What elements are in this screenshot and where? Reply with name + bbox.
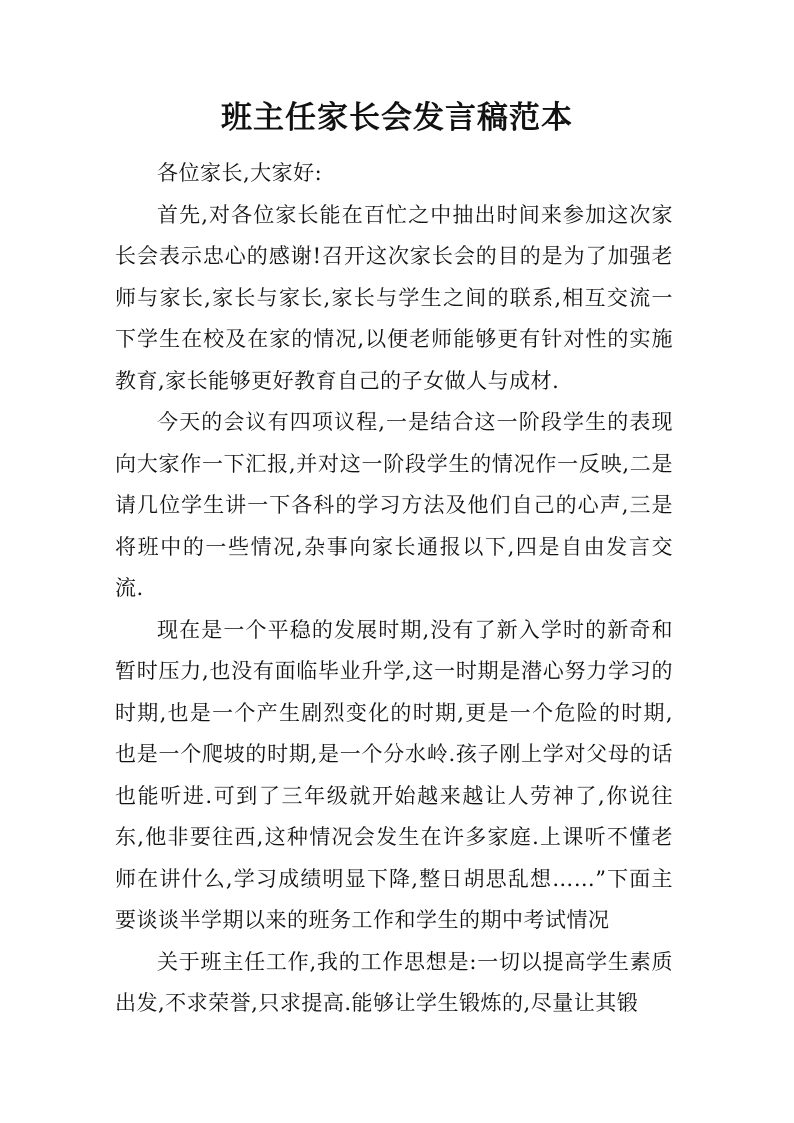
greeting-line: 各位家长,大家好: bbox=[157, 161, 323, 185]
document-title: 班主任家长会发言稿范本 bbox=[221, 100, 573, 136]
paragraph-work: 关于班主任工作,我的工作思想是:一切以提高学生素质出发,不求荣誉,只求提高.能够让学生锻炼的,尽量让其锻 bbox=[115, 949, 673, 1015]
paragraph-opening: 首先,对各位家长能在百忙之中抽出时间来参加这次家长会表示忠心的感谢!召开这次家长会的目的是为了加强老师与家长,家长与家长,家长与学生之间的联系,相互交流一下学生在校及在家的情况,以便老师能够更有针对性的实施教育,家长能够更好教育自己的子女做人与成材. bbox=[115, 202, 673, 393]
document-body bbox=[115, 153, 673, 1025]
paragraph-period: 现在是一个平稳的发展时期,没有了新入学时的新奇和暂时压力,也没有面临毕业升学,这一时期是潜心努力学习的时期,也是一个产生剧烈变化的时期,更是一个危险的时期,也是一个爬坡的时期,是一个分水岭.孩子刚上学对父母的话也能听进.可到了三年级就开始越来越让人劳神了,你说往东,他非要往西,这种情况会发生在许多家庭.上课听不懂老师在讲什么,学习成绩明显下降,整日胡思乱想……”下面主要谈谈半学期以来的班务工作和学生的期中考试情况 bbox=[115, 617, 673, 932]
paragraph-agenda: 今天的会议有四项议程,一是结合这一阶段学生的表现向大家作一下汇报,并对这一阶段学生的情况作一反映,二是请几位学生讲一下各科的学习方法及他们自己的心声,三是将班中的一些情况,杂事向家长通报以下,四是自由发言交流. bbox=[115, 410, 673, 600]
